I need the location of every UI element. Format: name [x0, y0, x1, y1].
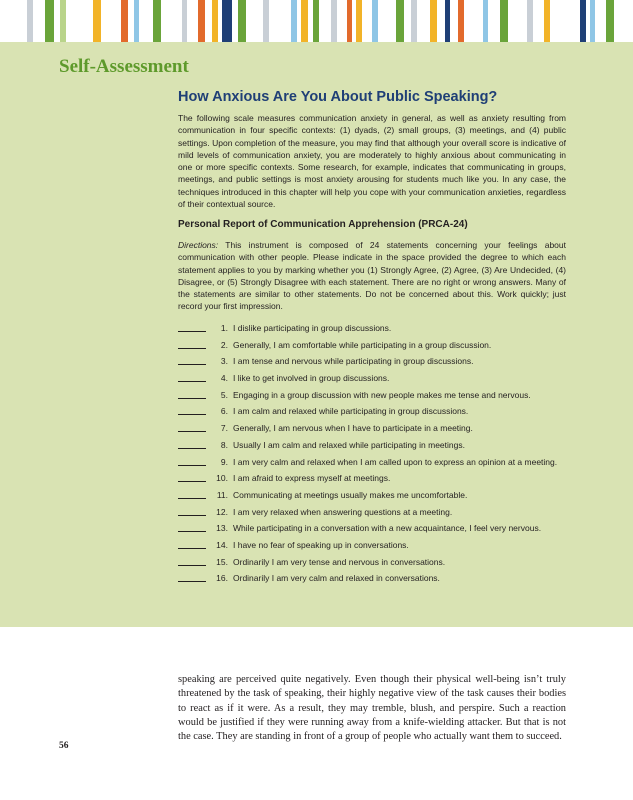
statement-text: Ordinarily I am very calm and relaxed in conversations. — [233, 573, 440, 584]
statement-number: 10. — [216, 473, 228, 484]
statement-number: 13. — [216, 523, 228, 534]
statement-text: Generally, I am nervous when I have to participate in a meeting. — [233, 423, 473, 434]
statement-item — [178, 472, 566, 484]
stripe — [153, 0, 161, 42]
statement-item — [178, 456, 566, 468]
statement-text: I dislike participating in group discussions. — [233, 323, 392, 333]
stripe — [445, 0, 450, 42]
statement-number: 15. — [216, 556, 228, 567]
statement-text: While participating in a conversation with a new acquaintance, I feel very nervous. — [233, 523, 542, 534]
statement-text: I am tense and nervous while participating in group discussions. — [233, 356, 474, 367]
stripe — [238, 0, 246, 42]
statement-text: I have no fear of speaking up in conversations. — [233, 539, 409, 550]
stripe — [198, 0, 205, 42]
statement-item — [178, 539, 566, 551]
statement-item — [178, 572, 566, 584]
statement-item — [178, 322, 566, 334]
stripe — [500, 0, 508, 42]
statement-item — [178, 355, 566, 367]
directions-paragraph — [178, 239, 566, 313]
directions-label: Directions: — [178, 240, 219, 250]
answer-blank[interactable] — [178, 339, 206, 349]
statement-list — [178, 322, 566, 589]
statement-text: I am very relaxed when answering questions at a meeting. — [233, 506, 453, 517]
statement-number: 5. — [220, 389, 228, 400]
decorative-color-stripes — [0, 0, 633, 42]
stripe — [527, 0, 533, 42]
stripe — [45, 0, 54, 42]
statement-item — [178, 405, 566, 417]
statement-number: 8. — [220, 439, 228, 450]
statement-item — [178, 389, 566, 401]
stripe — [544, 0, 550, 42]
statement-item — [178, 422, 566, 434]
statement-item — [178, 372, 566, 384]
stripe — [331, 0, 337, 42]
answer-blank[interactable] — [178, 506, 206, 516]
statement-text: Engaging in a group discussion with new people makes me tense and nervous. — [233, 389, 531, 400]
stripe — [93, 0, 101, 42]
stripe — [222, 0, 232, 42]
statement-number: 1. — [220, 323, 228, 333]
stripe — [590, 0, 595, 42]
statement-text: I like to get involved in group discussions. — [233, 373, 390, 384]
statement-text: Communicating at meetings usually makes me uncomfortable. — [233, 489, 468, 500]
statement-item — [178, 506, 566, 518]
stripe — [606, 0, 614, 42]
statement-number: 2. — [220, 339, 228, 350]
stripe — [121, 0, 128, 42]
answer-blank[interactable] — [178, 539, 206, 549]
answer-blank[interactable] — [178, 572, 206, 582]
statement-text: I am calm and relaxed while participating in group discussions. — [233, 406, 469, 417]
assessment-title: How Anxious Are You About Public Speaking? — [178, 89, 498, 105]
answer-blank[interactable] — [178, 322, 206, 332]
statement-text: Generally, I am comfortable while participating in a group discussion. — [233, 339, 492, 350]
answer-blank[interactable] — [178, 456, 206, 466]
statement-number: 16. — [216, 573, 228, 584]
stripe — [347, 0, 352, 42]
answer-blank[interactable] — [178, 422, 206, 432]
answer-blank[interactable] — [178, 472, 206, 482]
stripe — [60, 0, 66, 42]
stripe — [372, 0, 378, 42]
answer-blank[interactable] — [178, 439, 206, 449]
section-title: Self-Assessment — [59, 56, 189, 77]
answer-blank[interactable] — [178, 372, 206, 382]
answer-blank[interactable] — [178, 405, 206, 415]
stripe — [356, 0, 362, 42]
statement-number: 14. — [216, 539, 228, 550]
answer-blank[interactable] — [178, 389, 206, 399]
statement-number: 7. — [220, 423, 228, 434]
answer-blank[interactable] — [178, 522, 206, 532]
body-paragraph: speaking are perceived quite negatively. Even though their physical well-being isn’t truly threatened by the task of speaking, their highly negative view of the task causes their bodies to react as if it were. As a result, they may tremble, blush, and perspire. Such a reaction would be justified if they were running away from a knife-wielding attacker. But that is not the case. They are standing in front of a group of people who actually want them to succeed. — [178, 674, 566, 743]
stripe — [182, 0, 187, 42]
statement-text: I am afraid to express myself at meetings. — [233, 473, 391, 484]
directions-text: This instrument is composed of 24 statements concerning your feelings about communication with other people. Please indicate in the space provided the degree to which each statement applies to you by marking whether you (1) Strongly Agree, (2) Agree, (3) Are Undecided, (4) Disagree, or (5) Strongly Disagree with each statement. There are no right or wrong answers. Many of the statements are similar to other statements. Do not be concerned about this. Work quickly; just record your first impression. — [178, 240, 566, 312]
answer-blank[interactable] — [178, 489, 206, 499]
stripe — [411, 0, 417, 42]
statement-number: 11. — [216, 489, 228, 500]
statement-item — [178, 522, 566, 534]
statement-item — [178, 489, 566, 501]
statement-text: Ordinarily I am very tense and nervous in conversations. — [233, 556, 446, 567]
report-title: Personal Report of Communication Apprehension (PRCA-24) — [178, 219, 468, 230]
statement-item — [178, 339, 566, 351]
answer-blank[interactable] — [178, 355, 206, 365]
stripe — [27, 0, 33, 42]
assessment-intro: The following scale measures communication anxiety in general, as well as anxiety resulting from communication in four specific contexts: (1) dyads, (2) small groups, (3) meetings, and (4) public settings. Upon completion of the measure, you may find that although your overall score is indicative of mild levels of communication anxiety, you are moderately to highly anxious about communicating in one or more specific contexts. Some research, for example, indicates that communicating in groups, meetings, and public settings is most anxiety arousing for students much like you. In any case, the techniques introduced in this chapter will help you cope with your communication anxieties, regardless of their contextual source. — [178, 113, 566, 210]
statement-number: 6. — [220, 406, 228, 417]
statement-item — [178, 439, 566, 451]
page-number: 56 — [59, 741, 69, 751]
statement-number: 4. — [220, 373, 228, 384]
statement-number: 3. — [220, 356, 228, 367]
stripe — [458, 0, 464, 42]
answer-blank[interactable] — [178, 556, 206, 566]
statement-text: Usually I am calm and relaxed while participating in meetings. — [233, 439, 465, 450]
stripe — [263, 0, 269, 42]
stripe — [483, 0, 488, 42]
statement-number: 12. — [216, 506, 228, 517]
stripe — [212, 0, 218, 42]
stripe — [430, 0, 437, 42]
statement-number: 9. — [220, 456, 228, 467]
stripe — [301, 0, 308, 42]
statement-text: I am very calm and relaxed when I am called upon to express an opinion at a meeting. — [233, 456, 558, 467]
stripe — [291, 0, 297, 42]
stripe — [134, 0, 139, 42]
statement-item — [178, 556, 566, 568]
stripe — [313, 0, 319, 42]
stripe — [396, 0, 404, 42]
stripe — [580, 0, 586, 42]
